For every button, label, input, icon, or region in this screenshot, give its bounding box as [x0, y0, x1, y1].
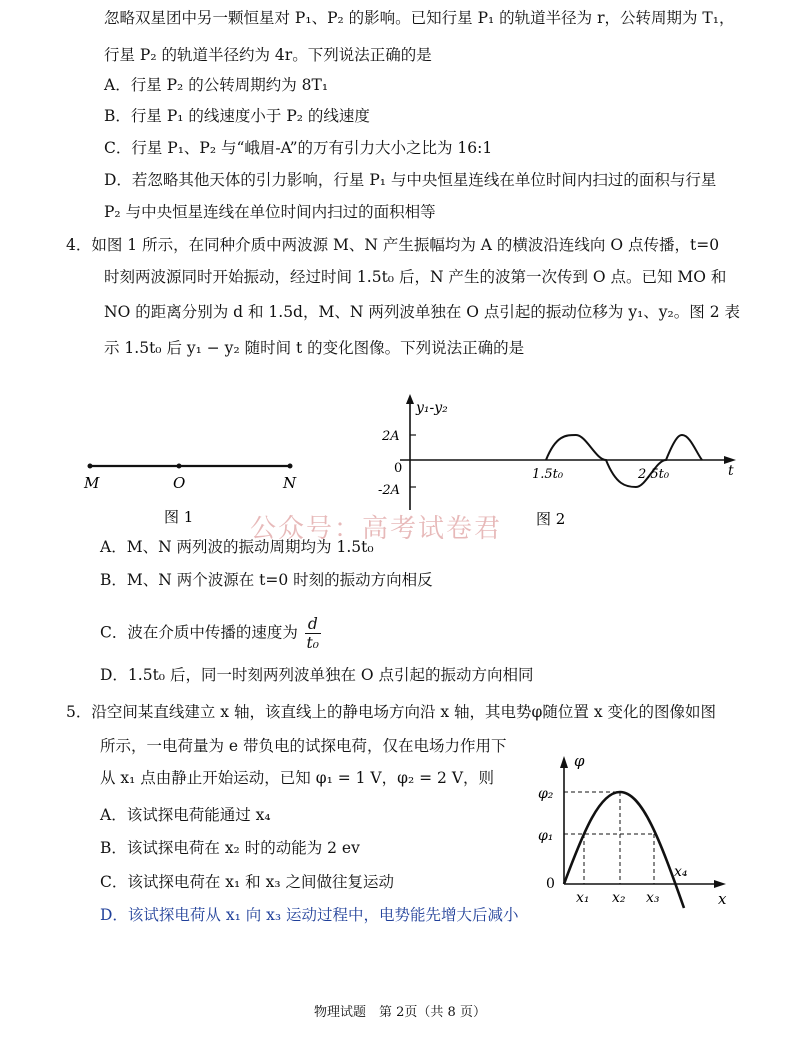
- label-n: N: [283, 474, 297, 492]
- phi-origin-label: 0: [546, 876, 555, 892]
- y-label-neg2a: -2A: [378, 483, 401, 498]
- q4-option-d: D．1.5t₀ 后，同一时刻两列波单独在 O 点引起的振动方向相同: [100, 666, 534, 684]
- potential-graph: [530, 750, 740, 920]
- q4-option-c: [100, 615, 321, 652]
- point-n: [288, 464, 293, 469]
- q4-line-2: 时刻两波源同时开始振动，经过时间 1.5t₀ 后，N 产生的波第一次传到 O 点。已知 MO 和: [104, 268, 727, 286]
- q5-line-1: 5．沿空间某直线建立 x 轴，该直线上的静电场方向沿 x 轴，其电势φ随位置 x 变化的图像如图: [66, 703, 717, 721]
- q4-option-b: B．M、N 两个波源在 t=0 时刻的振动方向相反: [100, 571, 433, 589]
- point-m: [88, 464, 93, 469]
- q4-option-c-text: C．波在介质中传播的速度为: [100, 623, 298, 642]
- x4-label: x₄: [674, 864, 688, 880]
- q3-option-d-line-2: P₂ 与中央恒星连线在单位时间内扫过的面积相等: [104, 203, 436, 221]
- phi2-label: φ₂: [538, 786, 554, 802]
- page-footer: 物理试题 第 2页（共 8 页）: [314, 1005, 486, 1020]
- x-axis-label: t: [728, 463, 734, 479]
- phi1-label: φ₁: [538, 828, 554, 844]
- figure-1-caption: 图 1: [164, 508, 194, 525]
- q3-option-c: C．行星 P₁、P₂ 与“峨眉-A”的万有引力大小之比为 16:1: [104, 139, 493, 157]
- label-o: O: [173, 474, 186, 492]
- origin-label: 0: [394, 461, 403, 476]
- watermark: 公众号：高考试卷君: [250, 514, 503, 544]
- q3-option-a: A．行星 P₂ 的公转周期约为 8T₁: [104, 76, 329, 94]
- y-axis-arrow-icon: [406, 394, 414, 404]
- velocity-fraction: [305, 615, 321, 652]
- q4-line-1: 4．如图 1 所示，在同种介质中两波源 M、N 产生振幅均为 A 的横波沿连线向 O 点传播，t=0: [66, 236, 720, 254]
- q4-line-3: NO 的距离分别为 d 和 1.5d，M、N 两列波单独在 O 点引起的振动位移为 y₁、y₂。图 2 表: [104, 303, 740, 321]
- x2-label: x₂: [612, 890, 626, 906]
- x-axis-phi-arrow-icon: [714, 880, 726, 888]
- x3-label: x₃: [646, 890, 660, 906]
- phi-axis-label: φ: [574, 752, 585, 770]
- q5-option-d: D．该试探电荷从 x₁ 向 x₃ 运动过程中，电势能先增大后减小: [100, 906, 519, 924]
- label-m: M: [84, 474, 100, 492]
- q4-option-a: A．M、N 两列波的振动周期均为 1.5t₀: [100, 538, 374, 556]
- q5-option-b: B．该试探电荷在 x₂ 时的动能为 2 ev: [100, 839, 360, 857]
- x-tick-1-5t0: 1.5t₀: [532, 467, 564, 482]
- q5-line-2: 所示，一电荷量为 e 带负电的试探电荷，仅在电场力作用下: [100, 737, 507, 755]
- q5-option-c: C．该试探电荷在 x₁ 和 x₃ 之间做往复运动: [100, 873, 394, 891]
- fraction-numerator: d: [305, 615, 321, 634]
- q5-option-a: A．该试探电荷能通过 x₄: [100, 806, 271, 824]
- x1-label: x₁: [576, 890, 590, 906]
- fraction-denominator: t₀: [306, 634, 319, 652]
- point-o: [177, 464, 182, 469]
- q5-line-3: 从 x₁ 点由静止开始运动，已知 φ₁ = 1 V，φ₂ = 2 V，则: [100, 769, 495, 787]
- q3-line-1: 忽略双星团中另一颗恒星对 P₁、P₂ 的影响。已知行星 P₁ 的轨道半径为 r，公转周期为 T₁，: [104, 9, 735, 27]
- x-axis-phi-label: x: [718, 890, 727, 908]
- wave-curve: [546, 435, 702, 487]
- q3-line-2: 行星 P₂ 的轨道半径约为 4r。下列说法正确的是: [104, 46, 432, 64]
- figure-2-caption: 图 2: [536, 510, 566, 528]
- y-axis-label: y₁-y₂: [416, 400, 448, 416]
- q3-option-b: B．行星 P₁ 的线速度小于 P₂ 的线速度: [104, 107, 370, 125]
- y-label-2a: 2A: [382, 429, 400, 444]
- phi-axis-arrow-icon: [560, 756, 568, 768]
- q4-line-4: 示 1.5t₀ 后 y₁ − y₂ 随时间 t 的变化图像。下列说法正确的是: [104, 339, 525, 357]
- q3-option-d-line-1: D．若忽略其他天体的引力影响，行星 P₁ 与中央恒星连线在单位时间内扫过的面积与行星: [104, 171, 717, 189]
- x-tick-2-5t0: 2.5t₀: [638, 467, 670, 482]
